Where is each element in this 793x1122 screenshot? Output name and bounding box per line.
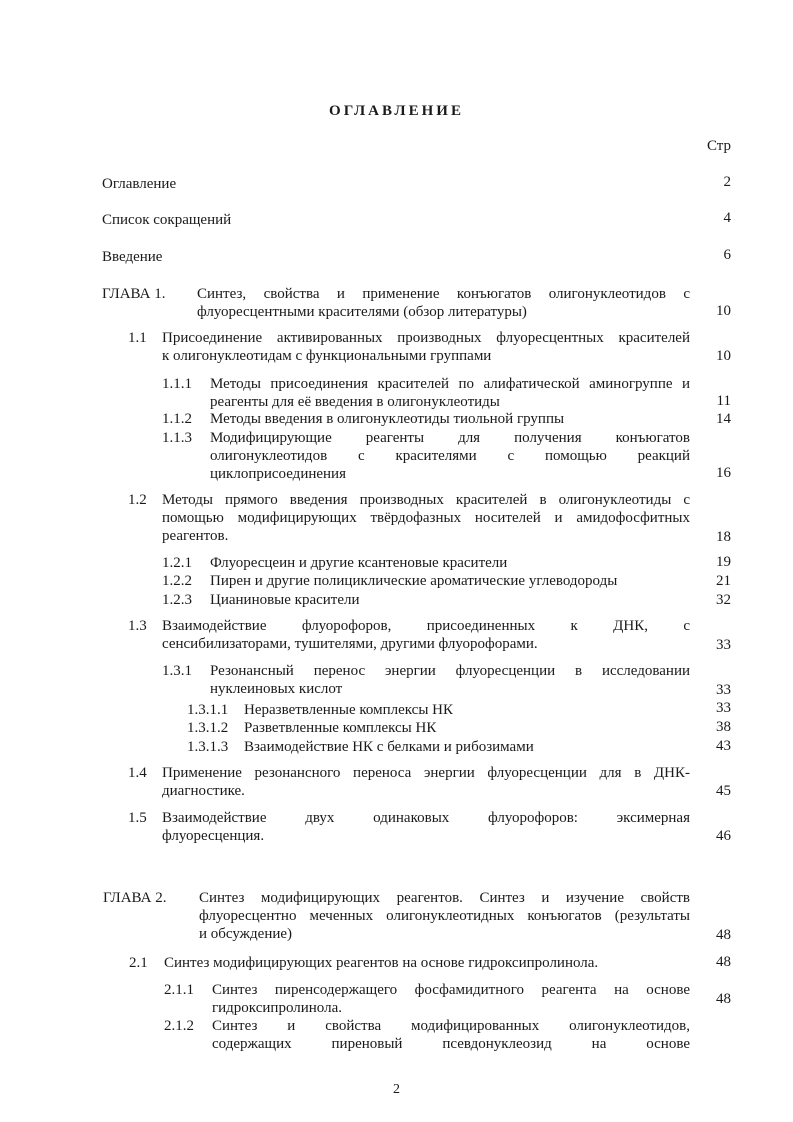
chapter-1-page: 10 xyxy=(716,303,731,319)
toc-entry-abbreviations: Список сокращений xyxy=(102,212,232,228)
section-1-3-title: Взаимодействие флуорофоров, присоединенных к ДНК, с сенсибилизаторами, тушителями, другими флуорофорами. xyxy=(162,618,690,652)
section-1-5-title: Взаимодействие двух одинаковых флуорофоров: эксимерная флуоресценция. xyxy=(162,810,690,844)
section-2-1-1-title: Синтез пиренсодержащего фосфамидитного реагента на основе гидроксипролинола. xyxy=(212,982,690,1016)
section-1-2-3-title: Цианиновые красители xyxy=(210,592,360,608)
section-2-1-number: 2.1 xyxy=(129,955,148,971)
section-1-2-1-page: 19 xyxy=(716,554,731,570)
section-1-3-1-number: 1.3.1 xyxy=(162,663,192,679)
section-1-2-1-title: Флуоресцеин и другие ксантеновые красители xyxy=(210,555,508,571)
toc-entry-contents: Оглавление xyxy=(102,176,177,192)
chapter-1-number: ГЛАВА 1. xyxy=(102,286,166,302)
page-column-label: Стр xyxy=(706,138,731,154)
section-1-1-3-number: 1.1.3 xyxy=(162,430,192,446)
section-1-1-3-page: 16 xyxy=(716,465,731,481)
section-1-1-3-title: Модифицирующие реагенты для получения конъюгатов олигонуклеотидов с красителями с помощью реакций циклоприсоединения xyxy=(210,430,690,482)
section-1-3-number: 1.3 xyxy=(128,618,147,634)
section-2-1-1-page: 48 xyxy=(716,991,731,1007)
section-1-3-1-page: 33 xyxy=(716,682,731,698)
section-1-2-2-title: Пирен и другие полициклические ароматические углеводороды xyxy=(210,573,618,589)
section-2-1-2-number: 2.1.2 xyxy=(164,1018,194,1034)
section-1-3-1-title: Резонансный перенос энергии флуоресценции в исследовании нуклеиновых кислот xyxy=(210,663,690,697)
toc-entry-introduction: Введение xyxy=(102,249,163,265)
section-1-2-2-page: 21 xyxy=(716,573,731,589)
section-1-1-1-title: Методы присоединения красителей по алифатической аминогруппе и реагенты для её введения в олигонуклеотиды xyxy=(210,376,690,410)
section-2-1-title: Синтез модифицирующих реагентов на основе гидроксипролинола. xyxy=(164,955,599,971)
toc-page-abbreviations: 4 xyxy=(723,210,731,226)
section-1-1-2-title: Методы введения в олигонуклеотиды тиольной группы xyxy=(210,411,565,427)
section-1-1-1-page: 11 xyxy=(716,393,731,409)
chapter-2-page: 48 xyxy=(716,927,731,943)
chapter-2-number: ГЛАВА 2. xyxy=(103,890,167,906)
section-1-3-1-2-title: Разветвленные комплексы НК xyxy=(244,720,437,736)
section-1-2-3-number: 1.2.3 xyxy=(162,592,192,608)
toc-page-contents: 2 xyxy=(723,174,731,190)
section-1-5-number: 1.5 xyxy=(128,810,147,826)
section-1-1-1-number: 1.1.1 xyxy=(162,376,192,392)
section-1-2-page: 18 xyxy=(716,529,731,545)
section-1-2-3-page: 32 xyxy=(716,592,731,608)
section-1-4-number: 1.4 xyxy=(128,765,147,781)
section-1-3-1-3-page: 43 xyxy=(716,738,731,754)
section-1-2-number: 1.2 xyxy=(128,492,147,508)
section-1-3-1-2-page: 38 xyxy=(716,719,731,735)
section-1-2-2-number: 1.2.2 xyxy=(162,573,192,589)
page-title: ОГЛАВЛЕНИЕ xyxy=(329,103,464,119)
chapter-2-title: Синтез модифицирующих реагентов. Синтез и изучение свойств флуоресцентно меченных олигонуклеотидных конъюгатов (результаты и обсуждение) xyxy=(199,890,690,942)
toc-page-introduction: 6 xyxy=(723,247,731,263)
chapter-1-title: Синтез, свойства и применение конъюгатов олигонуклеотидов с флуоресцентными красителями (обзор литературы) xyxy=(197,286,690,320)
section-1-1-2-page: 14 xyxy=(716,411,731,427)
section-1-3-1-3-number: 1.3.1.3 xyxy=(187,739,229,755)
section-1-3-1-2-number: 1.3.1.2 xyxy=(187,720,229,736)
section-1-2-title: Методы прямого введения производных красителей в олигонуклеотиды с помощью модифицирующих твёрдофазных носителей и амидофосфитных реагентов. xyxy=(162,492,690,544)
section-1-3-page: 33 xyxy=(716,637,731,653)
section-1-1-title: Присоединение активированных производных флуоресцентных красителей к олигонуклеотидам с функциональными группами xyxy=(162,330,690,364)
section-1-4-page: 45 xyxy=(716,783,731,799)
section-1-1-page: 10 xyxy=(716,348,731,364)
section-2-1-1-number: 2.1.1 xyxy=(164,982,194,998)
section-1-1-2-number: 1.1.2 xyxy=(162,411,192,427)
section-1-1-number: 1.1 xyxy=(128,330,147,346)
section-1-4-title: Применение резонансного переноса энергии флуоресценции для в ДНК- диагностике. xyxy=(162,765,690,799)
section-1-3-1-1-number: 1.3.1.1 xyxy=(187,702,229,718)
page-number: 2 xyxy=(393,1082,400,1097)
section-1-3-1-1-page: 33 xyxy=(716,700,731,716)
section-2-1-page: 48 xyxy=(716,954,731,970)
section-2-1-2-title: Синтез и свойства модифицированных олигонуклеотидов, содержащих пиреновый псевдонуклеозид на основе xyxy=(212,1018,690,1052)
section-1-3-1-1-title: Неразветвленные комплексы НК xyxy=(244,702,453,718)
section-1-3-1-3-title: Взаимодействие НК с белками и рибозимами xyxy=(244,739,534,755)
section-1-2-1-number: 1.2.1 xyxy=(162,555,192,571)
section-1-5-page: 46 xyxy=(716,828,731,844)
